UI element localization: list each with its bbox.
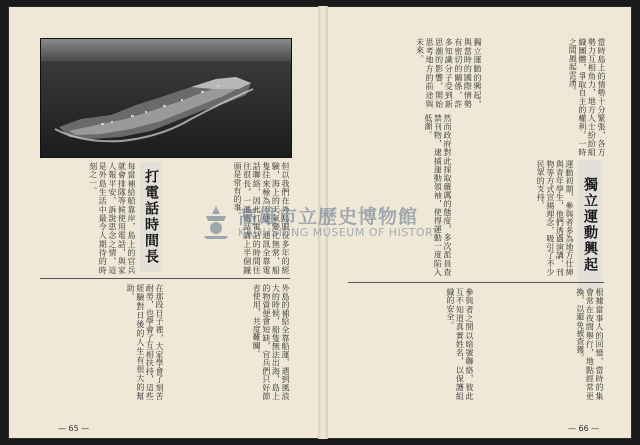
- magazine-spread: [8, 6, 632, 439]
- right-page: [344, 38, 606, 403]
- right-text-mid-b: 然而政府對此採取嚴厲的態度，多次派員查禁刊物，逮捕運動領袖，使得運動一度陷入低潮。: [423, 114, 452, 276]
- right-text-top-a: 當時島上的情勢十分緊張，各方勢力互相角力，地方人士紛紛組織團體，爭取自主的權利，一時之間風起雲湧。: [568, 38, 606, 156]
- right-text-bottom-b: 參與者之間以暗號聯絡，彼此互不知道真實姓名，以保護組織的安全。: [445, 288, 474, 400]
- aerial-island-photo: [40, 38, 292, 158]
- watermark-subtitle: KAOHSIUNG MUSEUM OF HISTORY: [238, 226, 440, 239]
- island-photo-graphic: [41, 39, 291, 157]
- left-text-top-b: 每當補給船靠岸，島上的官兵就會排隊等候使用電話，與家人報平安，訴說思念之情，這是外島生活中最令人期待的時刻之一。: [88, 162, 136, 274]
- left-page: [40, 38, 302, 403]
- left-text-bottom-a: 外島的補給全靠船運，遇到風浪大的時候，船隻無法出海，島上的物資便會短缺，官兵們只好節省使用，共度難關。: [252, 284, 290, 400]
- left-heading: 打電話時間長: [140, 162, 162, 272]
- left-divider: [40, 278, 290, 279]
- left-folio: — 65 —: [58, 424, 90, 433]
- book-gutter: [318, 6, 328, 439]
- right-divider: [348, 282, 604, 283]
- watermark-title: 高雄市立歷史博物館: [238, 206, 419, 228]
- right-heading: 獨立運動興起: [578, 160, 602, 290]
- left-text-bottom-b: 在那段日子裡，大家學會了刻苦耐勞，也學會了互相扶持，這些經驗對日後的人生有很大的幫助。: [126, 284, 164, 400]
- right-text-bottom-a: 根據當事人的回憶，當時的集會常在夜間舉行，地點經常更換，以避免被查獲。: [575, 288, 604, 400]
- right-text-top-b: 獨立運動的興起，與當時的國際情勢有密切的關係，許多知識分子受到新思潮的影響，開始思考地方的前途與未來。: [415, 38, 482, 108]
- right-folio: — 66 —: [568, 424, 600, 433]
- right-text-mid-a: 運動初期，參與者多為地方仕紳與青年學生，他們透過演講、刊物等方式宣揚理念，吸引了不少民眾的支持。: [536, 160, 574, 276]
- left-text-top-a: 但以我們在外島服役多年的經驗，海上的天氣變化無常，船隻往來極為不便，通訊全靠電話聯絡，因此打電話的時間往往很長，一通電話講上半個鐘頭是常有的事。: [233, 162, 290, 274]
